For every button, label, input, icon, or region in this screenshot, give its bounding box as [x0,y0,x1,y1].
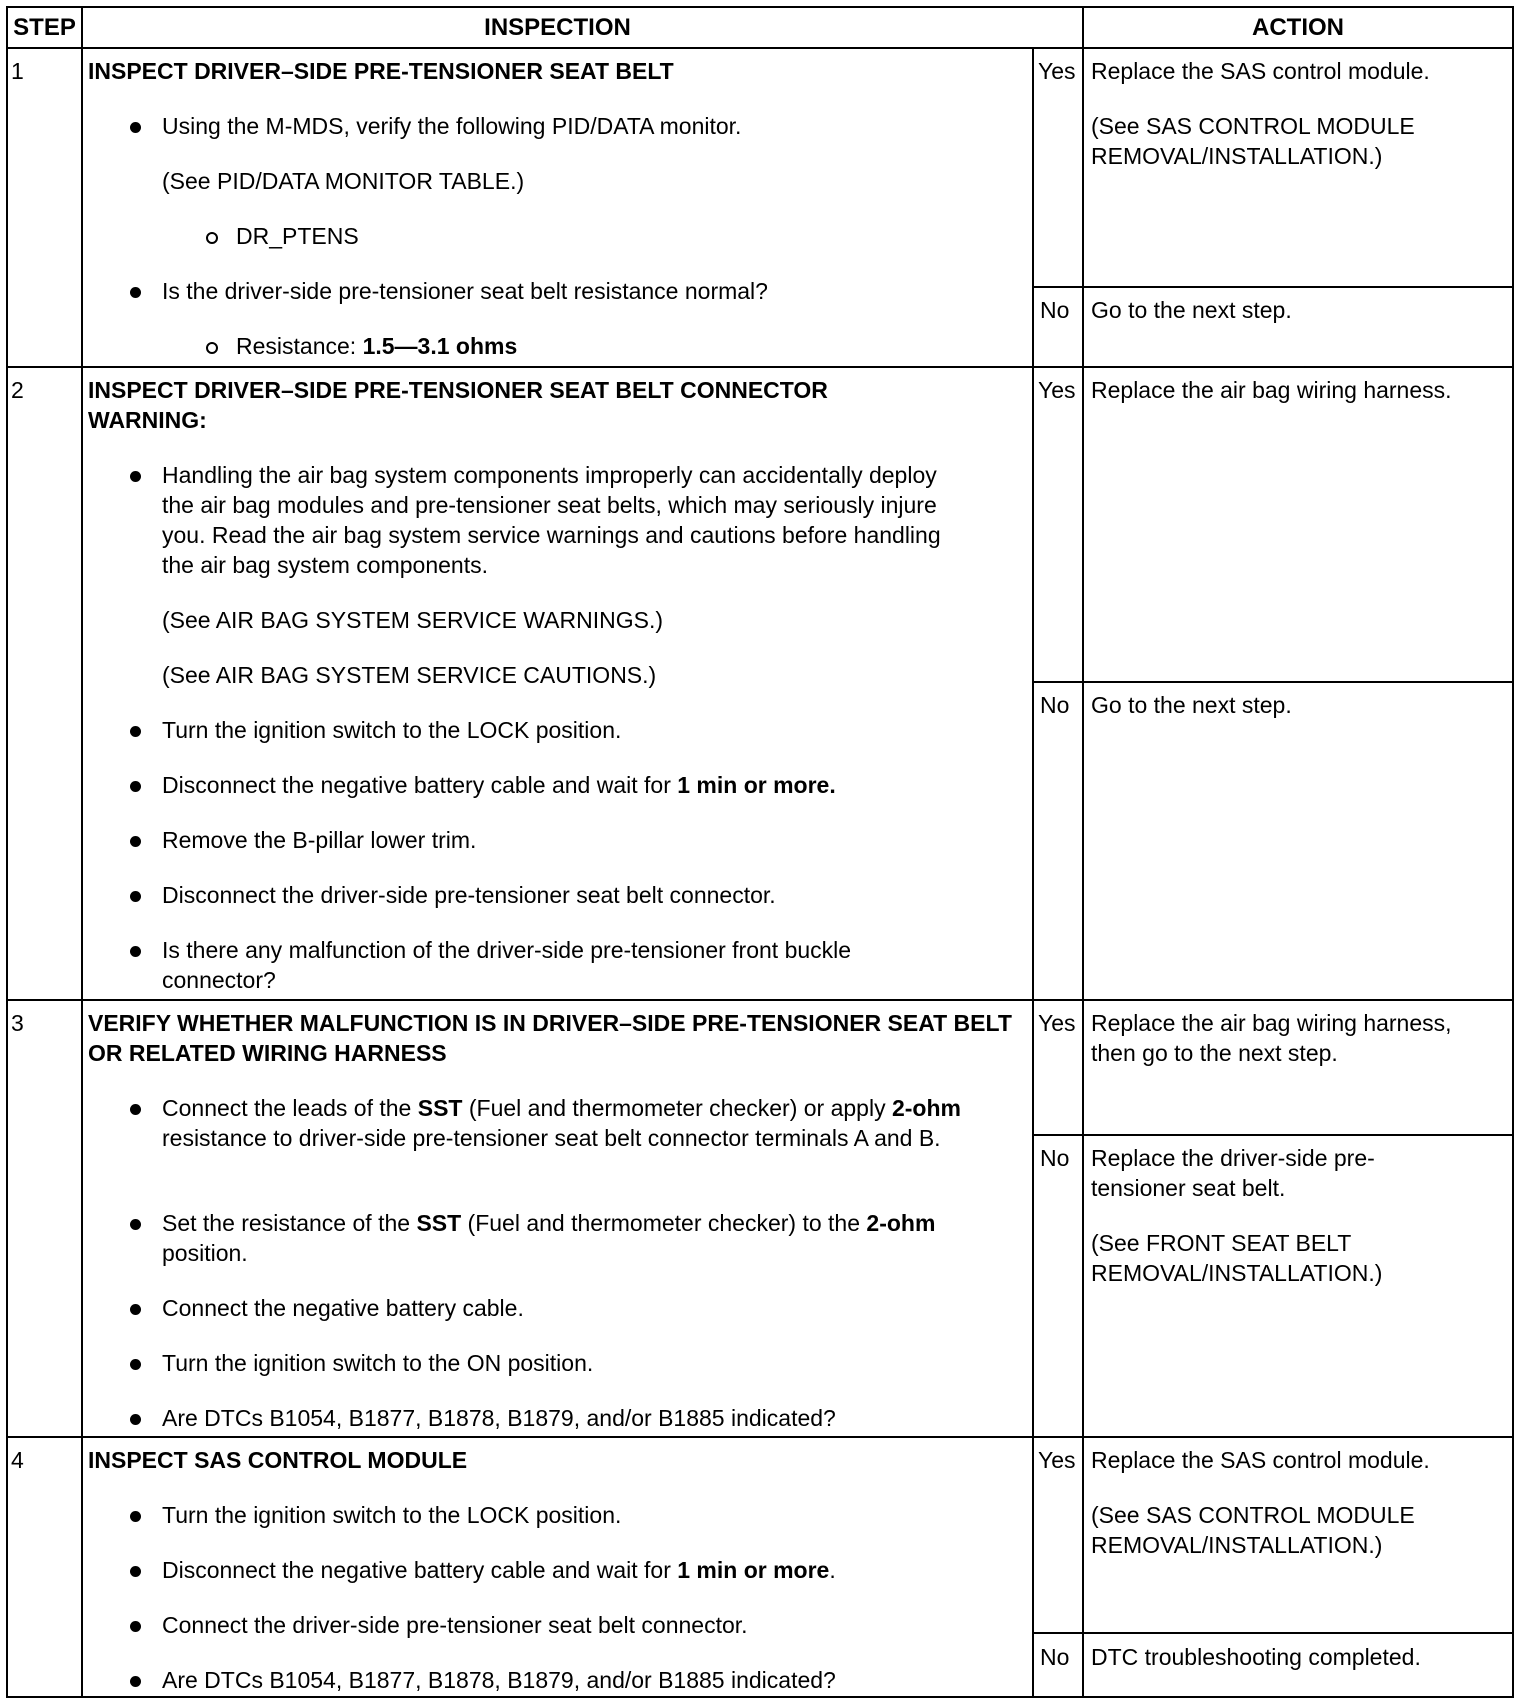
yes-action: Replace the SAS control module. [1091,58,1430,84]
no-label: No [1040,297,1070,323]
reference-text: (See PID/DATA MONITOR TABLE.) [162,168,525,194]
yes-no-divider [1032,681,1514,683]
bullet-dot-icon [130,1676,141,1687]
row-divider [6,999,1514,1001]
yes-label: Yes [1038,1447,1076,1473]
yes-label: Yes [1038,377,1076,403]
yes-label: Yes [1038,58,1076,84]
step-number: 4 [11,1447,24,1473]
bullet-dot-icon [130,946,141,957]
circle-bullet-icon [206,342,218,354]
step-title: INSPECT DRIVER–SIDE PRE-TENSIONER SEAT BELT [88,58,674,84]
header-divider [6,47,1514,49]
yes-action: Replace the air bag wiring harness. [1091,377,1452,403]
bullet-dot-icon [130,891,141,902]
yes-no-divider [1032,286,1514,288]
step-number: 1 [11,58,24,84]
no-label: No [1040,692,1070,718]
bullet-dot-icon [130,781,141,792]
no-action: Go to the next step. [1091,692,1292,718]
reference-text: (See AIR BAG SYSTEM SERVICE WARNINGS.) [162,607,664,633]
no-label: No [1040,1644,1070,1670]
yes-action: Replace the air bag wiring harness, then go to the next step. [1091,1010,1452,1066]
bullet-dot-icon [130,1359,141,1370]
step-number: 3 [11,1010,24,1036]
yes-no-divider [1032,1134,1514,1136]
column-divider [1032,48,1034,1698]
bullet-dot-icon [130,287,141,298]
bullet-dot-icon [130,836,141,847]
bullet-dot-icon [130,1621,141,1632]
yes-action: Replace the SAS control module. [1091,1447,1430,1473]
step-number: 2 [11,377,24,403]
step-title: VERIFY WHETHER MALFUNCTION IS IN DRIVER–SIDE PRE-TENSIONER SEAT BELT OR RELATED WIRING HARNESS [88,1010,1012,1066]
bullet-dot-icon [130,726,141,737]
yes-no-divider [1032,1632,1514,1634]
header-action: ACTION [1252,14,1344,41]
yes-reference: (See SAS CONTROL MODULE REMOVAL/INSTALLATION.) [1091,1502,1415,1558]
column-divider [81,6,83,1698]
warning-label: WARNING: [88,407,207,433]
bullet-dot-icon [130,122,141,133]
bullet-dot-icon [130,1566,141,1577]
yes-label: Yes [1038,1010,1076,1036]
header-step: STEP [13,14,76,41]
circle-bullet-icon [206,232,218,244]
header-inspection: INSPECTION [484,14,631,41]
bullet-dot-icon [130,471,141,482]
bullet-dot-icon [130,1414,141,1425]
no-action: DTC troubleshooting completed. [1091,1644,1421,1670]
table-border-top [6,6,1514,8]
table-border-left [6,6,8,1698]
troubleshooting-table: STEP INSPECTION ACTION 1 INSPECT DRIVER–SIDE PRE-TENSIONER SEAT BELT Using the M-MDS, verify the following PID/DATA monitor. (See PID/DATA MONITOR TABLE.) DR_PTENS Is the driver-side pre-tensioner seat belt resistance normal? Resistance: 1.5—3.1 ohms Yes Replace the SAS control module. (See SAS CONTROL MODULE REMOVAL/INSTALLATION.) No Go to the next step. 2 INSPECT DRIVER–SIDE PRE-TENSIONER SEAT BELT CONNECTOR WARNING: Handling the air bag system components improperly can accidentally deploy the air bag modules and pre-tensioner seat belts, which may seriously injure you. Read the air bag system service warnings and cautions before handling the air bag system components. (See AIR BAG SYSTEM SERVICE WARNINGS.) (See AIR BAG SYSTEM SERVICE CAUTIONS.) Turn the ignition switch to the LOCK position. Disconnect the negative battery cable and wait for 1 min or more. Remove the B-pillar lower trim. Disconnect the driver-side pre-tensioner seat belt connector. Is there any malfunction of the driver-side pre-tensioner front buckle connector? Yes Replace the air bag wiring harness. No Go to the next step. 3 VERIFY WHETHER MALFUNCTION IS IN DRIVER–SIDE PRE-TENSIONER SEAT BELT OR RELATED WIRING HARNESS Connect the leads of the SST (Fuel and thermometer checker) or apply 2-ohm resistance to driver-side pre-tensioner seat belt connector terminals A and B. Set the resistance of the SST (Fuel and thermometer checker) to the 2-ohm position. Connect the negative battery cable. Turn the ignition switch to the ON position. Are DTCs B1054, B1877, B1878, B1879, and/or B1885 indicated? Yes Replace the air bag wiring harness, then go to the next step. No Replace the driver-side pre-tensioner seat belt. (See FRONT SEAT BELT REMOVAL/INSTALLATION.) 4 INSPECT SAS CONTROL MODULE Turn the ignition switch to the LOCK position. Disconnect the negative battery cable and wait for 1 min or more. Connect the driver-side pre-tensioner seat belt connector. Are DTCs B1054, B1877, B1878, B1879, and/or B1885 indicated? Yes Replace the SAS control module. (See SAS CONTROL MODULE REMOVAL/INSTALLATION.) No DTC troubleshooting completed. [6,6,1514,1698]
row-divider [6,1436,1514,1438]
reference-text: (See AIR BAG SYSTEM SERVICE CAUTIONS.) [162,662,657,688]
no-reference: (See FRONT SEAT BELT REMOVAL/INSTALLATION.) [1091,1230,1383,1286]
row-divider [6,366,1514,368]
bullet-dot-icon [130,1304,141,1315]
yes-reference: (See SAS CONTROL MODULE REMOVAL/INSTALLATION.) [1091,113,1415,169]
bullet-dot-icon [130,1511,141,1522]
step-title: INSPECT SAS CONTROL MODULE [88,1447,468,1473]
bullet-dot-icon [130,1104,141,1115]
bullet-dot-icon [130,1219,141,1230]
step-title: INSPECT DRIVER–SIDE PRE-TENSIONER SEAT BELT CONNECTOR [88,377,828,403]
table-border-right [1512,6,1514,1698]
table-border-bottom [6,1696,1514,1698]
no-label: No [1040,1145,1070,1171]
no-action: Go to the next step. [1091,297,1292,323]
column-divider [1082,6,1084,1698]
no-action: Replace the driver-side pre-tensioner seat belt. [1091,1145,1375,1201]
